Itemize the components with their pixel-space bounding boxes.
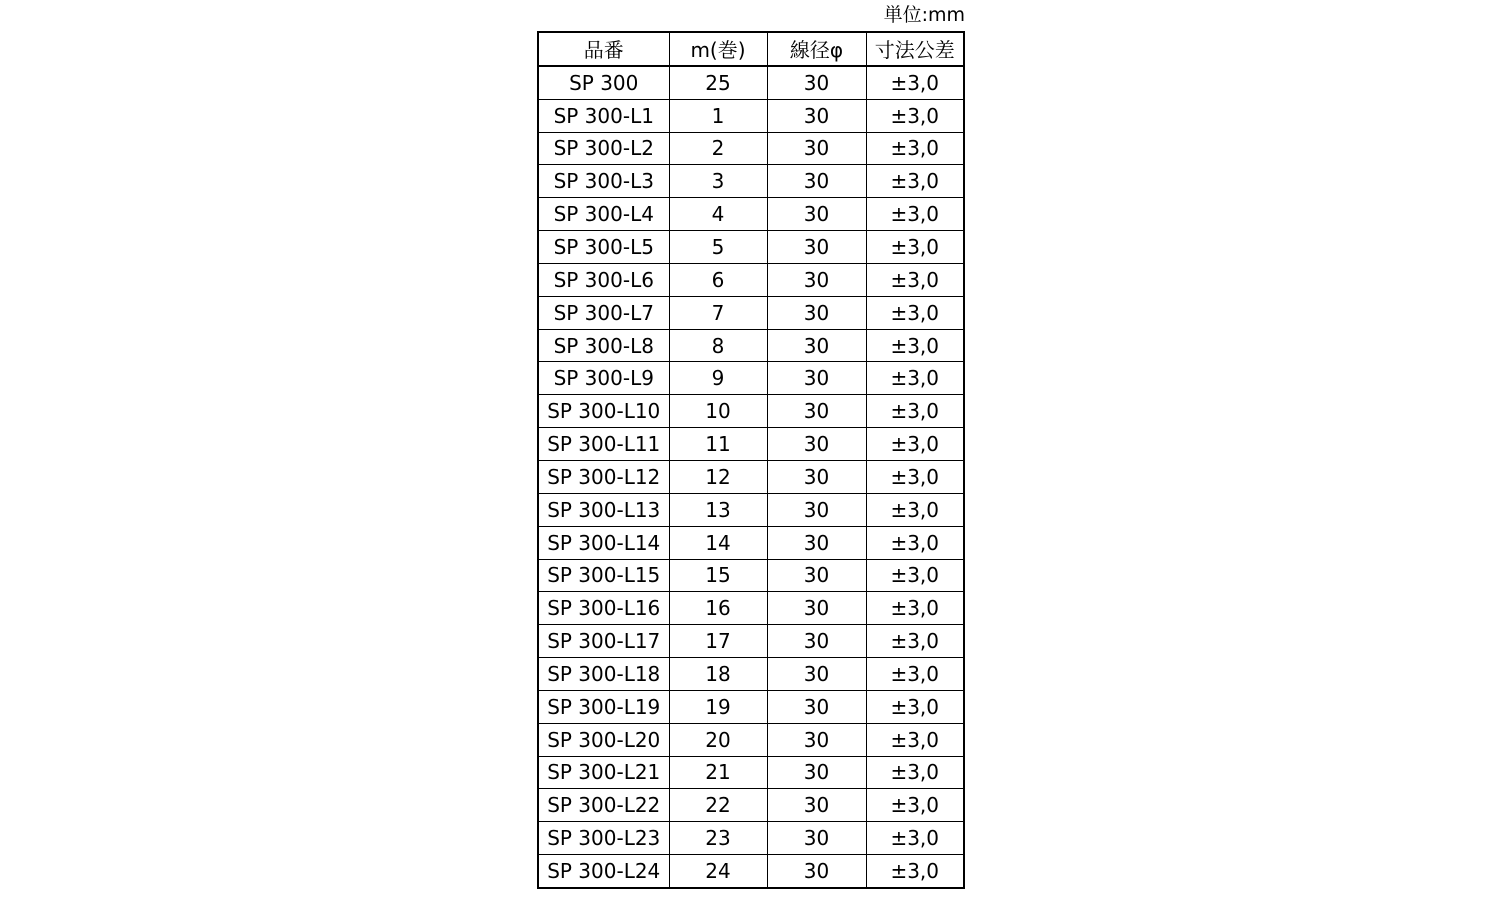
tolerance-cell: ±3,0 xyxy=(866,592,964,625)
table-row xyxy=(538,789,964,822)
tolerance-cell: ±3,0 xyxy=(866,756,964,789)
tolerance-cell: ±3,0 xyxy=(866,329,964,362)
tolerance-cell: ±3,0 xyxy=(866,526,964,559)
tolerance-cell: ±3,0 xyxy=(866,460,964,493)
tolerance-cell: ±3,0 xyxy=(866,658,964,691)
length-cell: 4 xyxy=(669,198,767,231)
spec-table xyxy=(537,31,965,889)
length-cell: 11 xyxy=(669,428,767,461)
tolerance-cell: ±3,0 xyxy=(866,789,964,822)
part-number-cell: SP 300-L23 xyxy=(538,822,669,855)
tolerance-cell: ±3,0 xyxy=(866,231,964,264)
length-cell: 7 xyxy=(669,296,767,329)
table-row xyxy=(538,559,964,592)
table-row xyxy=(538,99,964,132)
tolerance-cell: ±3,0 xyxy=(866,66,964,99)
wire-diameter-cell: 30 xyxy=(767,526,866,559)
table-row xyxy=(538,723,964,756)
length-cell: 23 xyxy=(669,822,767,855)
header-row xyxy=(538,32,964,66)
part-number-cell: SP 300-L11 xyxy=(538,428,669,461)
length-cell: 24 xyxy=(669,855,767,888)
length-cell: 20 xyxy=(669,723,767,756)
wire-diameter-cell: 30 xyxy=(767,855,866,888)
part-number-cell: SP 300-L10 xyxy=(538,395,669,428)
table-row xyxy=(538,526,964,559)
length-cell: 8 xyxy=(669,329,767,362)
part-number-cell: SP 300-L12 xyxy=(538,460,669,493)
part-number-cell: SP 300-L21 xyxy=(538,756,669,789)
wire-diameter-cell: 30 xyxy=(767,296,866,329)
part-number-cell: SP 300-L5 xyxy=(538,231,669,264)
length-cell: 16 xyxy=(669,592,767,625)
tolerance-cell: ±3,0 xyxy=(866,855,964,888)
part-number-cell: SP 300-L19 xyxy=(538,690,669,723)
length-cell: 21 xyxy=(669,756,767,789)
part-number-cell: SP 300-L13 xyxy=(538,493,669,526)
length-cell: 14 xyxy=(669,526,767,559)
part-number-cell: SP 300-L17 xyxy=(538,625,669,658)
part-number-cell: SP 300 xyxy=(538,66,669,99)
part-number-cell: SP 300-L6 xyxy=(538,263,669,296)
wire-diameter-cell: 30 xyxy=(767,263,866,296)
tolerance-cell: ±3,0 xyxy=(866,493,964,526)
tolerance-cell: ±3,0 xyxy=(866,559,964,592)
table-row xyxy=(538,198,964,231)
table-row xyxy=(538,362,964,395)
wire-diameter-cell: 30 xyxy=(767,460,866,493)
length-cell: 17 xyxy=(669,625,767,658)
table-row xyxy=(538,66,964,99)
table-row xyxy=(538,690,964,723)
table-row xyxy=(538,493,964,526)
table-row xyxy=(538,625,964,658)
table-row xyxy=(538,132,964,165)
table-row xyxy=(538,329,964,362)
wire-diameter-cell: 30 xyxy=(767,231,866,264)
tolerance-cell: ±3,0 xyxy=(866,99,964,132)
header-length: m(巻) xyxy=(669,32,767,66)
part-number-cell: SP 300-L2 xyxy=(538,132,669,165)
length-cell: 6 xyxy=(669,263,767,296)
header-tolerance: 寸法公差 xyxy=(866,32,964,66)
wire-diameter-cell: 30 xyxy=(767,329,866,362)
length-cell: 13 xyxy=(669,493,767,526)
length-cell: 1 xyxy=(669,99,767,132)
part-number-cell: SP 300-L18 xyxy=(538,658,669,691)
unit-label: 単位:mm xyxy=(883,4,965,26)
wire-diameter-cell: 30 xyxy=(767,165,866,198)
tolerance-cell: ±3,0 xyxy=(866,428,964,461)
table-row xyxy=(538,395,964,428)
tolerance-cell: ±3,0 xyxy=(866,165,964,198)
length-cell: 22 xyxy=(669,789,767,822)
wire-diameter-cell: 30 xyxy=(767,690,866,723)
wire-diameter-cell: 30 xyxy=(767,132,866,165)
part-number-cell: SP 300-L4 xyxy=(538,198,669,231)
table-row xyxy=(538,822,964,855)
tolerance-cell: ±3,0 xyxy=(866,362,964,395)
table-row xyxy=(538,855,964,888)
wire-diameter-cell: 30 xyxy=(767,625,866,658)
part-number-cell: SP 300-L8 xyxy=(538,329,669,362)
wire-diameter-cell: 30 xyxy=(767,198,866,231)
part-number-cell: SP 300-L14 xyxy=(538,526,669,559)
table-row xyxy=(538,428,964,461)
length-cell: 9 xyxy=(669,362,767,395)
wire-diameter-cell: 30 xyxy=(767,756,866,789)
wire-diameter-cell: 30 xyxy=(767,362,866,395)
part-number-cell: SP 300-L15 xyxy=(538,559,669,592)
wire-diameter-cell: 30 xyxy=(767,493,866,526)
tolerance-cell: ±3,0 xyxy=(866,723,964,756)
length-cell: 10 xyxy=(669,395,767,428)
tolerance-cell: ±3,0 xyxy=(866,822,964,855)
tolerance-cell: ±3,0 xyxy=(866,132,964,165)
length-cell: 15 xyxy=(669,559,767,592)
wire-diameter-cell: 30 xyxy=(767,723,866,756)
wire-diameter-cell: 30 xyxy=(767,66,866,99)
tolerance-cell: ±3,0 xyxy=(866,198,964,231)
table-row xyxy=(538,460,964,493)
table-row xyxy=(538,658,964,691)
wire-diameter-cell: 30 xyxy=(767,428,866,461)
length-cell: 2 xyxy=(669,132,767,165)
table-row xyxy=(538,296,964,329)
length-cell: 19 xyxy=(669,690,767,723)
length-cell: 3 xyxy=(669,165,767,198)
wire-diameter-cell: 30 xyxy=(767,99,866,132)
length-cell: 12 xyxy=(669,460,767,493)
tolerance-cell: ±3,0 xyxy=(866,395,964,428)
spec-table-header xyxy=(538,32,964,66)
tolerance-cell: ±3,0 xyxy=(866,690,964,723)
wire-diameter-cell: 30 xyxy=(767,559,866,592)
tolerance-cell: ±3,0 xyxy=(866,263,964,296)
tolerance-cell: ±3,0 xyxy=(866,296,964,329)
table-row xyxy=(538,592,964,625)
wire-diameter-cell: 30 xyxy=(767,592,866,625)
length-cell: 25 xyxy=(669,66,767,99)
part-number-cell: SP 300-L3 xyxy=(538,165,669,198)
wire-diameter-cell: 30 xyxy=(767,822,866,855)
header-wire-diameter: 線径φ xyxy=(767,32,866,66)
table-row xyxy=(538,231,964,264)
wire-diameter-cell: 30 xyxy=(767,658,866,691)
part-number-cell: SP 300-L24 xyxy=(538,855,669,888)
table-row xyxy=(538,165,964,198)
part-number-cell: SP 300-L22 xyxy=(538,789,669,822)
part-number-cell: SP 300-L16 xyxy=(538,592,669,625)
length-cell: 5 xyxy=(669,231,767,264)
table-row xyxy=(538,756,964,789)
part-number-cell: SP 300-L20 xyxy=(538,723,669,756)
length-cell: 18 xyxy=(669,658,767,691)
header-part-number: 品番 xyxy=(538,32,669,66)
part-number-cell: SP 300-L9 xyxy=(538,362,669,395)
wire-diameter-cell: 30 xyxy=(767,395,866,428)
part-number-cell: SP 300-L1 xyxy=(538,99,669,132)
spec-table-body xyxy=(538,66,964,888)
tolerance-cell: ±3,0 xyxy=(866,625,964,658)
wire-diameter-cell: 30 xyxy=(767,789,866,822)
table-row xyxy=(538,263,964,296)
part-number-cell: SP 300-L7 xyxy=(538,296,669,329)
